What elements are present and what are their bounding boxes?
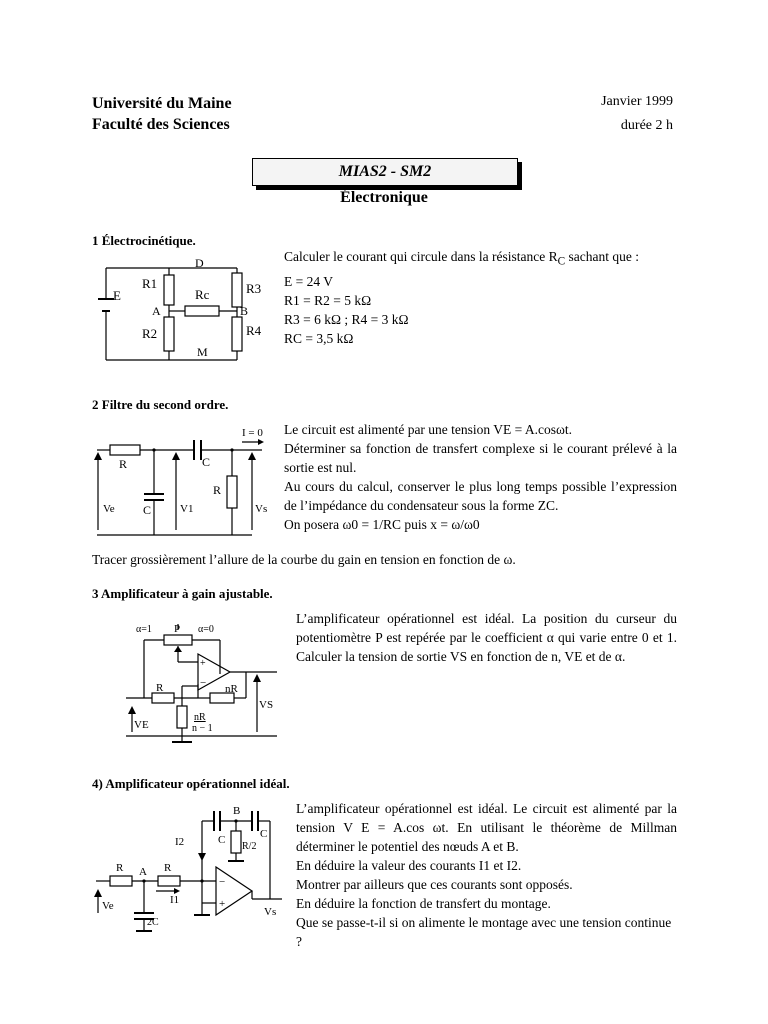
section-4-text [296,799,677,951]
section-1-text [284,247,677,348]
label-M: M [197,345,208,359]
label-R4: R4 [246,323,262,338]
exam-duration: durée 2 h [620,118,673,133]
label-R-shunt: R [213,483,222,497]
section-2-text [284,420,677,534]
label-V1: V1 [180,503,194,515]
section-1-heading: 1 Électrocinétique. [92,233,196,248]
subject-title: Électronique [340,189,428,206]
label-I1: I1 [170,894,180,906]
label-Rc: Rc [195,287,210,302]
label-minus: − [219,876,226,888]
label-C-series: C [202,455,211,469]
circuit-4-diagram [92,803,287,935]
label-R2: R2 [142,326,158,341]
label-A: A [152,304,161,318]
label-R: R [156,682,164,694]
label-R3: R3 [246,281,262,296]
label-plus: + [200,658,206,669]
s1-R1R2: R1 = R2 = 5 kΩ [284,292,372,308]
label-minus: − [200,677,207,689]
circuit-1-diagram [92,255,272,367]
label-2C: 2C [147,917,159,928]
s2-line-4: On posera ω0 = 1/RC puis x = ω/ω0 [284,517,480,532]
label-plus: + [219,898,226,910]
section-2-heading: 2 Filtre du second ordre. [92,397,229,412]
label-R-series: R [119,457,128,471]
label-B: B [240,304,249,318]
s1-line-2: sachant que : [568,249,640,264]
label-C-left: C [218,834,226,846]
label-Ve: Ve [102,900,114,912]
section-2-after: Tracer grossièrement l’allure de la courbe du gain en tension en fonction de ω. [92,552,516,567]
s1-R3R4: R3 = 6 kΩ ; R4 = 3 kΩ [284,311,409,327]
s2-line-3: Au cours du calcul, conserver le plus long temps possible l’expression de l’impédance du condensateur sous la forme ZC. [284,479,677,513]
s4-line-5: Que se passe-t-il si on alimente le montage avec une tension continue ? [296,915,672,949]
s2-line-2: Déterminer sa fonction de transfert complexe si le courant prélevé à la sortie est nul. [284,441,677,475]
label-nR-frac-num: nR [194,712,206,723]
s4-line-3: Montrer par ailleurs que ces courants sont opposés. [296,877,573,892]
s1-line-1: Calculer le courant qui circule dans la résistance R [284,249,558,264]
label-R1: R1 [142,276,158,291]
s4-line-1: L’amplificateur opérationnel est idéal. Le circuit est alimenté par la tension V E = A.cos ωt. En utilisant le théorème de Millman déterminer le potentiel des nœuds A et B. [296,801,677,854]
label-I0: I = 0 [242,427,263,439]
circuit-2-diagram [92,420,277,538]
s1-sub-C: C [557,255,566,268]
s1-E: E = 24 V [284,273,333,289]
s4-line-4: En déduire la fonction de transfert du montage. [296,896,551,911]
university-name: Université du Maine [92,95,232,112]
s2-line-1: Le circuit est alimenté par une tension VE = A.cosωt. [284,422,573,437]
label-R-half: R/2 [242,841,257,852]
circuit-3-diagram [122,618,282,748]
label-alpha0: α=0 [198,624,214,635]
label-R-in: R [116,862,124,874]
label-A: A [139,866,147,878]
label-E: E [113,288,121,303]
exam-date: Janvier 1999 [601,94,673,109]
s4-line-2: En déduire la valeur des courants I1 et I2. [296,858,522,873]
label-VE: VE [134,719,149,731]
label-nR-frac-den: n − 1 [192,723,213,734]
label-I2: I2 [175,836,185,848]
label-C-shunt: C [143,503,152,517]
section-4-heading: 4) Amplificateur opérationnel idéal. [92,776,290,791]
label-C-right: C [260,828,268,840]
label-Vs: Vs [255,503,268,515]
label-B: B [233,805,241,817]
label-D: D [195,256,204,270]
label-P: P [174,623,181,635]
label-VS: VS [259,699,274,711]
s1-RC: RC = 3,5 kΩ [284,330,354,346]
label-nR: nR [225,683,238,695]
section-3-heading: 3 Amplificateur à gain ajustable. [92,586,273,601]
label-alpha1: α=1 [136,624,152,635]
label-R-mid: R [164,862,172,874]
label-Ve: Ve [103,503,115,515]
course-title: MIAS2 - SM2 [338,163,432,180]
course-title-box [252,158,518,186]
section-3-text: L’amplificateur opérationnel est idéal. La position du curseur du potentiomètre P est repérée par le coefficient α qui varie entre 0 et 1. Calculer la tension de sortie VS en fonction de n, VE et de α. [296,611,677,664]
label-Vs: Vs [264,906,277,918]
faculty-name: Faculté des Sciences [92,116,230,133]
